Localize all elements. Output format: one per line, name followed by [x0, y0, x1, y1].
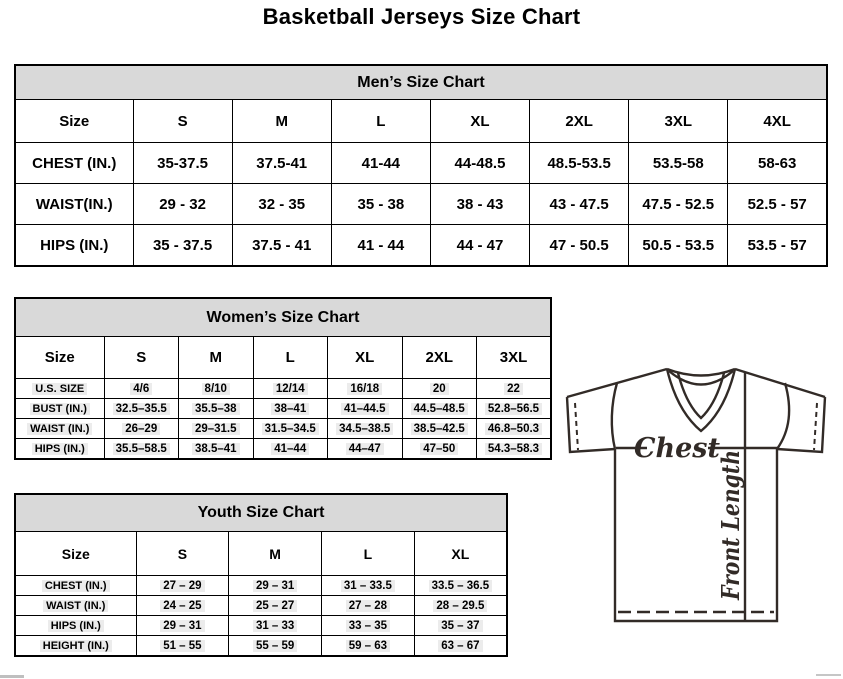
column-header-text: Size — [61, 545, 90, 562]
page-title: Basketball Jerseys Size Chart — [262, 4, 581, 29]
size-cell — [477, 439, 552, 460]
row-label — [15, 225, 133, 267]
size-cell — [133, 225, 232, 267]
size-cell-text: 55 – 59 — [253, 640, 297, 652]
row-label-text: WAIST (IN.) — [43, 600, 108, 612]
size-cell-text: 16/18 — [347, 383, 382, 395]
size-cell — [414, 576, 507, 596]
column-header — [15, 337, 104, 379]
size-cell-text: 34.5–38.5 — [336, 423, 393, 435]
sleeve-stitch-left — [575, 403, 578, 450]
size-cell-text: 53.5 - 57 — [747, 236, 807, 254]
size-cell-text: 44.5–48.5 — [411, 403, 468, 415]
row-label-text: BUST (IN.) — [30, 403, 90, 415]
table-row — [15, 636, 507, 657]
row-label — [15, 616, 136, 636]
size-cell-text: 32.5–35.5 — [113, 403, 170, 415]
column-header — [402, 337, 477, 379]
size-cell-text: 12/14 — [273, 383, 308, 395]
table-row — [15, 576, 507, 596]
jersey-measurement-diagram — [556, 352, 843, 648]
size-cell-text: 48.5-53.5 — [547, 154, 611, 172]
jersey-outline — [567, 369, 825, 621]
size-cell-text: 44 - 47 — [456, 236, 504, 254]
column-header-text: 2XL — [425, 349, 453, 366]
size-cell-text: 29–31.5 — [192, 423, 240, 435]
size-cell — [136, 596, 229, 616]
table-title-row — [15, 494, 507, 532]
column-header — [133, 100, 232, 143]
measurement-lines — [616, 372, 777, 621]
row-label-text: HEIGHT (IN.) — [40, 640, 112, 652]
column-header-text: Size — [59, 112, 90, 130]
size-cell-text: 33.5 – 36.5 — [429, 580, 493, 592]
size-cell-text: 38.5–41 — [192, 443, 240, 455]
size-cell — [477, 399, 552, 419]
size-cell — [328, 399, 403, 419]
column-header-text: L — [285, 349, 295, 366]
size-cell — [229, 596, 322, 616]
size-cell — [414, 636, 507, 657]
column-header — [328, 337, 403, 379]
size-cell-text: 35.5–58.5 — [113, 443, 170, 455]
table-title — [15, 494, 507, 532]
column-header — [15, 532, 136, 576]
table-row — [15, 184, 827, 225]
size-cell — [136, 636, 229, 657]
size-cell — [232, 184, 331, 225]
size-cell-text: 44–47 — [346, 443, 384, 455]
column-header — [232, 100, 331, 143]
size-cell — [136, 576, 229, 596]
table-row — [15, 596, 507, 616]
size-cell — [477, 379, 552, 399]
size-cell-text: 58-63 — [757, 154, 797, 172]
size-cell-text: 32 - 35 — [258, 195, 306, 213]
row-label-text: WAIST (IN.) — [27, 423, 92, 435]
size-cell — [414, 616, 507, 636]
size-cell-text: 31 – 33 — [253, 620, 297, 632]
table-row — [15, 616, 507, 636]
table-row — [15, 379, 551, 399]
size-cell — [728, 225, 827, 267]
size-cell-text: 46.8–50.3 — [485, 423, 542, 435]
size-cell — [229, 576, 322, 596]
size-cell — [322, 636, 415, 657]
size-cell-text: 41–44.5 — [341, 403, 389, 415]
size-cell-text: 4/6 — [130, 383, 152, 395]
column-header-text: S — [136, 349, 147, 366]
sleeve-stitch-right — [814, 403, 817, 450]
size-cell — [430, 225, 529, 267]
size-cell-text: 59 – 63 — [346, 640, 390, 652]
womens-size-table — [14, 297, 552, 460]
row-label — [15, 576, 136, 596]
size-cell-text: 20 — [430, 383, 449, 395]
scrollbar-fragment-left — [0, 675, 24, 678]
row-label — [15, 184, 133, 225]
size-cell — [728, 184, 827, 225]
row-label-text: CHEST (IN.) — [42, 580, 110, 592]
size-cell — [253, 379, 328, 399]
size-cell — [229, 616, 322, 636]
size-cell-text: 27 – 28 — [346, 600, 390, 612]
size-cell — [253, 439, 328, 460]
size-cell-text: 52.5 - 57 — [747, 195, 807, 213]
size-cell-text: 31.5–34.5 — [262, 423, 319, 435]
size-cell-text: 29 – 31 — [253, 580, 297, 592]
size-cell-text: 27 – 29 — [160, 580, 204, 592]
size-cell-text: 25 – 27 — [253, 600, 297, 612]
column-header — [253, 337, 328, 379]
row-label-text: CHEST (IN.) — [32, 154, 117, 172]
size-cell — [133, 143, 232, 184]
size-cell — [179, 379, 254, 399]
size-cell — [104, 439, 179, 460]
size-cell — [477, 419, 552, 439]
column-header-text: XL — [470, 112, 490, 130]
youth-size-table — [14, 493, 508, 657]
column-header-text: XL — [451, 545, 470, 562]
row-label — [15, 143, 133, 184]
size-cell-text: 22 — [504, 383, 523, 395]
size-cell — [402, 399, 477, 419]
size-cell-text: 44-48.5 — [454, 154, 506, 172]
size-cell — [322, 616, 415, 636]
size-cell — [530, 225, 629, 267]
size-cell-text: 38 - 43 — [456, 195, 504, 213]
size-cell — [530, 184, 629, 225]
size-cell — [133, 184, 232, 225]
size-cell-text: 50.5 - 53.5 — [642, 236, 715, 254]
size-cell — [322, 576, 415, 596]
size-cell — [179, 399, 254, 419]
size-cell — [179, 419, 254, 439]
size-cell-text: 28 – 29.5 — [433, 600, 487, 612]
table-title — [15, 298, 551, 337]
size-cell-text: 24 – 25 — [160, 600, 204, 612]
row-label-text: U.S. SIZE — [32, 383, 87, 395]
size-cell-text: 38.5–42.5 — [411, 423, 468, 435]
size-cell — [322, 596, 415, 616]
size-cell — [402, 419, 477, 439]
size-cell — [402, 379, 477, 399]
table-header-row — [15, 100, 827, 143]
size-cell — [430, 184, 529, 225]
table-header-row — [15, 532, 507, 576]
size-cell-text: 37.5 - 41 — [252, 236, 312, 254]
size-cell-text: 8/10 — [202, 383, 230, 395]
column-header-text: L — [376, 112, 386, 130]
size-cell-text: 41–44 — [271, 443, 309, 455]
size-cell — [331, 225, 430, 267]
size-cell-text: 35 - 37.5 — [152, 236, 213, 254]
size-cell — [331, 184, 430, 225]
size-cell-text: 47.5 - 52.5 — [642, 195, 715, 213]
column-header-text: M — [269, 545, 281, 562]
column-header — [136, 532, 229, 576]
column-header — [331, 100, 430, 143]
scrollbar-fragment-right — [816, 674, 841, 676]
column-header-text: 4XL — [763, 112, 791, 130]
size-cell — [229, 636, 322, 657]
row-label-text: HIPS (IN.) — [32, 443, 88, 455]
column-header — [530, 100, 629, 143]
table-row — [15, 419, 551, 439]
size-cell — [430, 143, 529, 184]
column-header-text: L — [363, 545, 373, 562]
size-cell — [629, 143, 728, 184]
size-cell — [728, 143, 827, 184]
size-cell — [328, 379, 403, 399]
column-header — [104, 337, 179, 379]
column-header — [629, 100, 728, 143]
row-label-text: HIPS (IN.) — [48, 620, 104, 632]
size-cell-text: 29 - 32 — [159, 195, 206, 213]
size-cell-text: 47–50 — [420, 443, 458, 455]
table-title-text: Youth Size Chart — [197, 504, 325, 521]
size-cell-text: 31 – 33.5 — [341, 580, 395, 592]
row-label — [15, 596, 136, 616]
size-cell-text: 26–29 — [122, 423, 160, 435]
row-label-text: WAIST(IN.) — [35, 195, 113, 213]
size-cell — [179, 439, 254, 460]
table-title-text: Men’s Size Chart — [357, 73, 485, 91]
table-row — [15, 225, 827, 267]
size-cell — [253, 399, 328, 419]
size-cell-text: 29 – 31 — [160, 620, 204, 632]
size-cell — [104, 419, 179, 439]
size-cell-text: 63 – 67 — [438, 640, 482, 652]
size-cell-text: 38–41 — [271, 403, 309, 415]
table-title — [15, 65, 827, 100]
table-header-row — [15, 337, 551, 379]
row-label — [15, 379, 104, 399]
column-header — [477, 337, 552, 379]
column-header — [322, 532, 415, 576]
column-header-text: M — [209, 349, 222, 366]
column-header-text: 3XL — [499, 349, 528, 366]
table-row — [15, 439, 551, 460]
column-header-text: XL — [355, 349, 375, 366]
size-cell — [629, 225, 728, 267]
size-cell — [328, 419, 403, 439]
column-header — [430, 100, 529, 143]
size-cell-text: 33 – 35 — [346, 620, 390, 632]
column-header — [229, 532, 322, 576]
mens-size-table — [14, 64, 828, 267]
size-cell-text: 41 - 44 — [357, 236, 405, 254]
column-header-text: M — [275, 112, 288, 130]
table-title-text: Women’s Size Chart — [206, 308, 360, 326]
size-cell — [253, 419, 328, 439]
size-cell-text: 37.5-41 — [256, 154, 308, 172]
table-title-row — [15, 298, 551, 337]
size-cell — [136, 616, 229, 636]
row-label — [15, 399, 104, 419]
size-cell — [402, 439, 477, 460]
size-cell-text: 35 – 37 — [438, 620, 482, 632]
column-header — [728, 100, 827, 143]
size-cell-text: 54.3–58.3 — [485, 443, 542, 455]
row-label — [15, 419, 104, 439]
column-header-text: 3XL — [664, 112, 693, 130]
size-cell-text: 41-44 — [361, 154, 401, 172]
column-header — [414, 532, 507, 576]
size-cell — [414, 596, 507, 616]
row-label — [15, 636, 136, 657]
size-cell-text: 53.5-58 — [652, 154, 704, 172]
size-cell — [232, 143, 331, 184]
size-cell-text: 35 - 38 — [357, 195, 405, 213]
size-cell — [328, 439, 403, 460]
row-label-text: HIPS (IN.) — [40, 236, 109, 254]
size-cell — [629, 184, 728, 225]
size-cell-text: 35-37.5 — [157, 154, 208, 172]
column-header-text: 2XL — [565, 112, 593, 130]
size-cell — [232, 225, 331, 267]
size-cell-text: 51 – 55 — [160, 640, 204, 652]
table-row — [15, 399, 551, 419]
column-header-text: S — [177, 112, 188, 130]
size-cell-text: 52.8–56.5 — [485, 403, 542, 415]
chest-label: Chest — [634, 433, 720, 464]
row-label — [15, 439, 104, 460]
size-cell — [104, 379, 179, 399]
column-header-text: S — [177, 545, 188, 562]
column-header — [15, 100, 133, 143]
size-cell — [530, 143, 629, 184]
table-title-row — [15, 65, 827, 100]
column-header-text: Size — [44, 349, 75, 366]
size-cell-text: 43 - 47.5 — [549, 195, 609, 213]
size-cell-text: 35.5–38 — [192, 403, 240, 415]
column-header — [179, 337, 254, 379]
size-cell — [104, 399, 179, 419]
size-cell — [331, 143, 430, 184]
size-cell-text: 47 - 50.5 — [549, 236, 609, 254]
table-row — [15, 143, 827, 184]
front-length-label: Front Length — [716, 422, 745, 600]
